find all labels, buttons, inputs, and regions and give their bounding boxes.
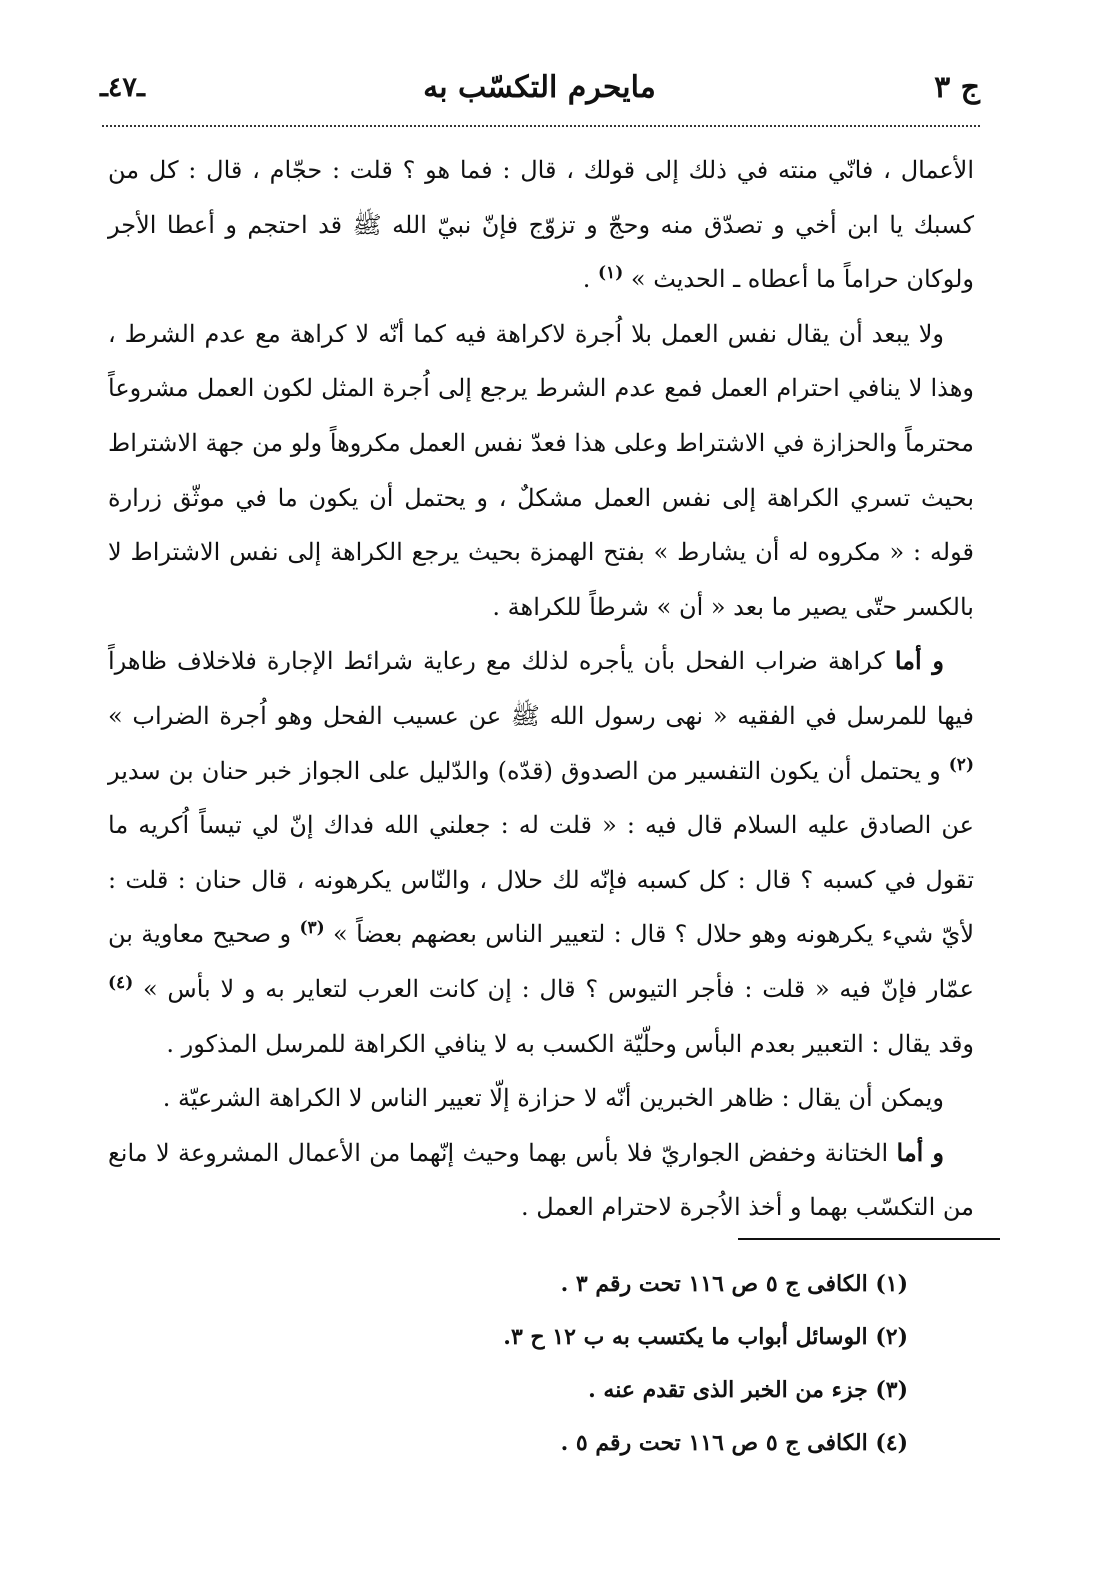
footnote-3: (٣) جزء من الخبر الذى تقدم عنه . xyxy=(588,1377,908,1403)
paragraph-tail: وقد يقال : التعبير بعدم البأس وحلّيّة الكسب به لا ينافي الكراهة للمرسل المذكور . xyxy=(166,1029,974,1058)
paragraph-text: الأعمال ، فانّي منته في ذلك إلى قولك ، قال : فما هو ؟ قلت : حجّام ، قال : كل من كسبك يا ابن أخي و تصدّق منه وحجّ و تزوّج فإنّ نبيّ الله ﷺ قد احتجم و أعطا الأجر ولوكان حراماً ما أعطاه ـ الحديث » xyxy=(108,156,974,294)
paragraph-text: كراهة ضراب الفحل بأن يأجره لذلك مع رعاية شرائط الإجارة فلاخلاف ظاهراً فيها للمرسل في الفقيه « نهى رسول الله ﷺ عن عسيب الفحل وهو اُجرة الضراب » xyxy=(108,647,974,730)
footnotes xyxy=(108,1258,908,1470)
footnote-ref-4: (٤) xyxy=(108,972,134,993)
footnote-4: (٤) الكافى ج ٥ ص ١١٦ تحت رقم ٥ . xyxy=(560,1430,908,1456)
paragraph-2 xyxy=(108,307,974,635)
header-divider xyxy=(102,125,980,127)
volume-label: ج ٣ xyxy=(934,69,980,105)
main-text xyxy=(108,143,974,1235)
paragraph-tail: و يحتمل أن يكون التفسير من الصدوق (قدّه) والدّليل على الجواز خبر حنان بن سدير عن الصادق عليه السلام قال فيه : « قلت له : جعلني الله فداك إنّ لي تيساً اُكريه ما تقول في كسبه ؟ قال : كل كسبه فإنّه لك حلال ، والنّاس يكرهونه ، قال حنان : قلت : لأيّ شيء يكرهونه وهو حلال ؟ قال : لتعيير الناس بعضهم بعضاً » xyxy=(108,756,975,949)
paragraph-lead: و أما xyxy=(894,646,945,676)
chapter-title: مايحرم التكسّب به xyxy=(423,69,656,105)
paragraph-text: ولا يبعد أن يقال نفس العمل بلا اُجرة لاكراهة فيه كما أنّه لا كراهة مع عدم الشرط ، وهذا لا ينافي احترام العمل فمع عدم الشرط يرجع إلى اُجرة المثل لكون العمل مشروعاً محترماً والحزازة في الاشتراط وعلى هذا فعدّ نفس العمل مكروهاً ولو من جهة الاشتراط بحيث تسري الكراهة إلى نفس العمل مشكلٌ ، و يحتمل أن يكون ما في موثّق زرارة قوله : « مكروه له أن يشارط » بفتح الهمزة بحيث يرجع الكراهة إلى نفس الاشتراط لا بالكسر حتّى يصير ما بعد « أن » شرطاً للكراهة . xyxy=(108,319,974,621)
paragraph-tail: . xyxy=(582,265,591,294)
paragraph-5 xyxy=(108,1126,974,1235)
page-header xyxy=(100,62,980,112)
footnote-2: (٢) الوسائل أبواب ما يكتسب به ب ١٢ ح ٣. xyxy=(503,1324,908,1350)
footnote-divider xyxy=(738,1238,1000,1240)
paragraph-1 xyxy=(108,143,974,307)
page-number: ـ٤٧ـ xyxy=(100,71,145,103)
paragraph-lead: و أما xyxy=(896,1137,944,1167)
paragraph-3 xyxy=(108,634,974,1071)
footnote-1: (١) الكافى ج ٥ ص ١١٦ تحت رقم ٣ . xyxy=(560,1271,908,1297)
footnote-ref-2: (٢) xyxy=(948,754,974,775)
paragraph-4 xyxy=(108,1071,974,1126)
paragraph-text: الختانة وخفض الجواريّ فلا بأس بهما وحيث إنّهما من الأعمال المشروعة لا مانع من التكسّب بهما و أخذ الاُجرة لاحترام العمل . xyxy=(108,1138,974,1222)
paragraph-tail: و صحيح معاوية بن عمّار فإنّ فيه « قلت : فأجر التيوس ؟ قال : إن كانت العرب لتعاير به و لا بأس » xyxy=(108,920,974,1003)
footnote-ref-1: (١) xyxy=(598,263,624,284)
footnote-ref-3: (٣) xyxy=(299,918,325,939)
paragraph-text: ويمكن أن يقال : ظاهر الخبرين أنّه لا حزازة إلّا تعيير الناس لا الكراهة الشرعيّة . xyxy=(162,1084,944,1113)
